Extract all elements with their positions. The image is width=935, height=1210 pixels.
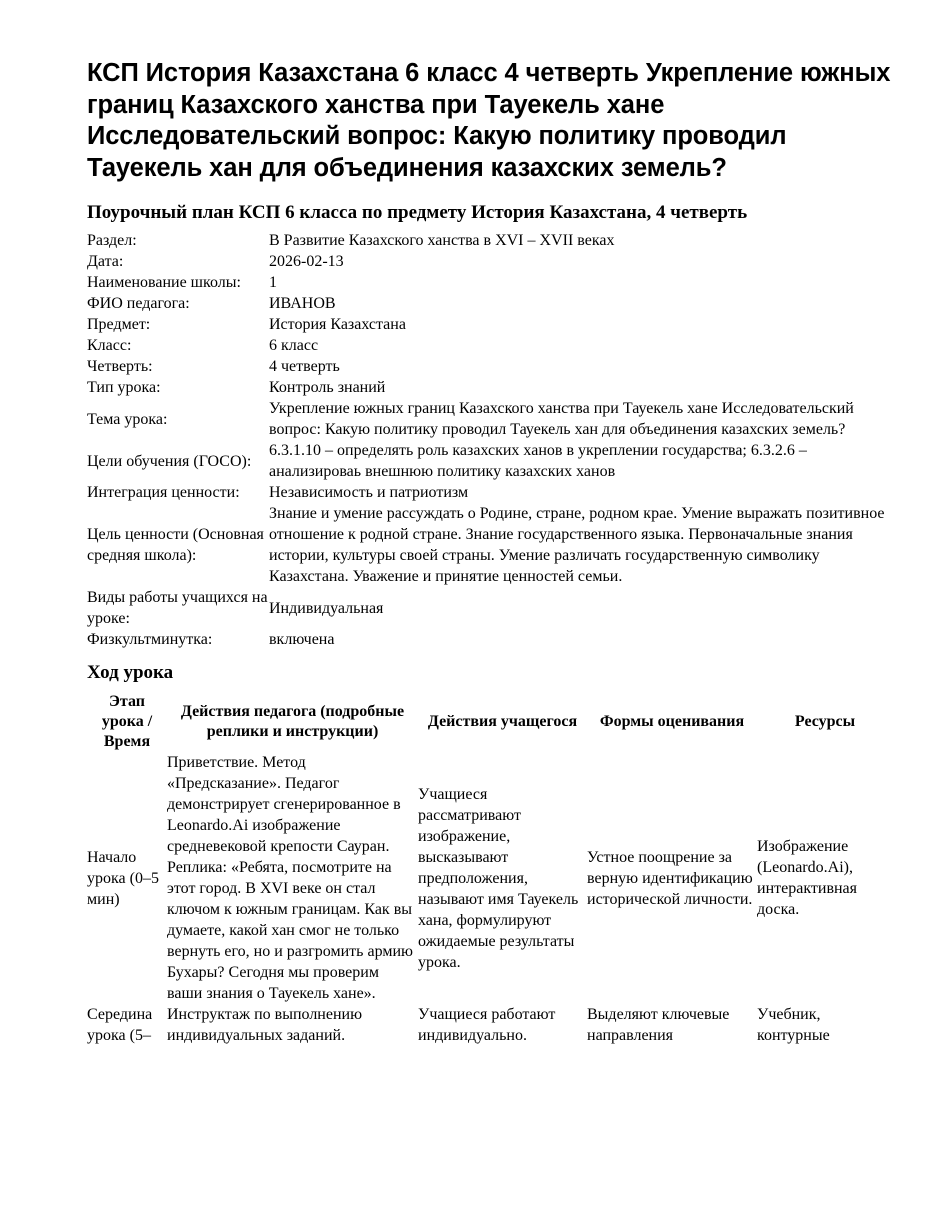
- info-row: [87, 272, 893, 293]
- info-row: [87, 482, 893, 503]
- info-value: 1: [269, 274, 277, 291]
- student-actions-cell: Учащиеся рассматривают изображение, высказывают предположения, называют имя Тауекель хана, формулируют ожидаемые результаты урока.: [418, 785, 579, 971]
- header-assessment: Формы оценивания: [599, 713, 745, 730]
- info-value: ИВАНОВ: [269, 295, 336, 312]
- info-label: Предмет:: [87, 316, 151, 333]
- info-value: 4 четверть: [269, 358, 340, 375]
- stage-cell: Начало урока (0–5 мин): [87, 848, 159, 908]
- lesson-row: [87, 1004, 893, 1046]
- info-row: [87, 293, 893, 314]
- header-teacher-actions: Действия педагога (подробные реплики и инструкции): [180, 703, 405, 740]
- header-stage: Этап урока / Время: [101, 693, 153, 750]
- info-row: [87, 314, 893, 335]
- info-label: Раздел:: [87, 232, 137, 249]
- info-value: История Казахстана: [269, 316, 406, 333]
- info-value: Контроль знаний: [269, 379, 386, 396]
- info-label: Цель ценности (Основная средняя школа):: [87, 526, 264, 564]
- assessment-cell: Устное поощрение за верную идентификацию исторической личности.: [587, 848, 753, 908]
- info-row: [87, 440, 893, 482]
- teacher-actions-cell: Приветствие. Метод «Предсказание». Педагог демонстрирует сгенерированное в Leonardo.Ai изображение средневековой крепости Сауран. Реплика: «Ребята, посмотрите на этот город. В XVI веке он стал ключом к южным границам. Как вы думаете, какой хан смог не только вернуть его, но и разгромить армию Бухары? Сегодня мы проверим ваши знания о Тауекель хане».: [167, 754, 413, 1002]
- teacher-actions-cell: Инструктаж по выполнению индивидуальных заданий.: [167, 1006, 363, 1044]
- info-label: Интеграция ценности:: [87, 484, 240, 501]
- document-subtitle: Поурочный план КСП 6 класса по предмету История Казахстана, 4 четверть: [87, 202, 748, 223]
- info-row: [87, 398, 893, 440]
- info-label: Наименование школы:: [87, 274, 241, 291]
- info-value: Укрепление южных границ Казахского ханства при Тауекель хане Исследовательский вопрос: Какую политику проводил Тауекель хан для объединения казахских земель?: [269, 400, 854, 438]
- info-label: Дата:: [87, 253, 124, 270]
- resources-cell: Изображение (Leonardo.Ai), интерактивная доска.: [757, 838, 858, 918]
- document-page: [87, 58, 893, 1046]
- info-value: 6 класс: [269, 337, 319, 354]
- info-value: 2026-02-13: [269, 253, 344, 270]
- info-value: 6.3.1.10 – определять роль казахских ханов в укреплении государства; 6.3.2.6 – анализироваь внешнюю политику казахских ханов: [269, 442, 807, 480]
- lesson-info-body: [87, 230, 893, 650]
- student-actions-cell: Учащиеся работают индивидуально.: [418, 1006, 556, 1044]
- info-label: Тип урока:: [87, 379, 161, 396]
- info-label: Четверть:: [87, 358, 153, 375]
- resources-cell: Учебник, контурные: [757, 1006, 830, 1044]
- lesson-table-body: [87, 752, 893, 1046]
- info-label: Физкультминутка:: [87, 631, 213, 648]
- header-student-actions: Действия учащегося: [427, 713, 578, 730]
- info-row: [87, 251, 893, 272]
- info-value: включена: [269, 631, 335, 648]
- info-value: В Развитие Казахского ханства в XVI – XVII веках: [269, 232, 615, 249]
- info-value: Знание и умение рассуждать о Родине, стране, родном крае. Умение выражать позитивное отношение к родной стране. Знание государственного языка. Первоначальные знания истории, культуры своей страны. Умение различать государственную символику Казахстана. Уважение и принятие ценностей семьи.: [269, 505, 885, 585]
- lesson-info-table: [87, 230, 893, 650]
- info-row: [87, 587, 893, 629]
- info-label: Класс:: [87, 337, 132, 354]
- info-row: [87, 230, 893, 251]
- assessment-cell: Выделяют ключевые направления: [587, 1006, 730, 1044]
- info-label: ФИО педагога:: [87, 295, 190, 312]
- info-value: Индивидуальная: [269, 599, 384, 617]
- info-row: [87, 503, 893, 587]
- info-row: [87, 335, 893, 356]
- lesson-row: [87, 752, 893, 1004]
- info-label: Цели обучения (ГОСО):: [87, 452, 252, 470]
- info-row: [87, 629, 893, 650]
- info-row: [87, 377, 893, 398]
- document-title: КСП История Казахстана 6 класс 4 четверть Укрепление южных границ Казахского ханства при Тауекель хане Исследовательский вопрос: Какую политику проводил Тауекель хан для объединения казахских земель?: [87, 59, 891, 182]
- header-resources: Ресурсы: [794, 713, 856, 730]
- lesson-heading: Ход урока: [87, 662, 174, 683]
- lesson-table-header-row: [87, 692, 893, 752]
- info-row: [87, 356, 893, 377]
- stage-cell: Середина урока (5–: [87, 1006, 153, 1044]
- lesson-progress-table: [87, 692, 893, 1046]
- info-label: Тема урока:: [87, 410, 168, 428]
- info-value: Независимость и патриотизм: [269, 484, 469, 501]
- info-label: Виды работы учащихся на уроке:: [87, 589, 268, 627]
